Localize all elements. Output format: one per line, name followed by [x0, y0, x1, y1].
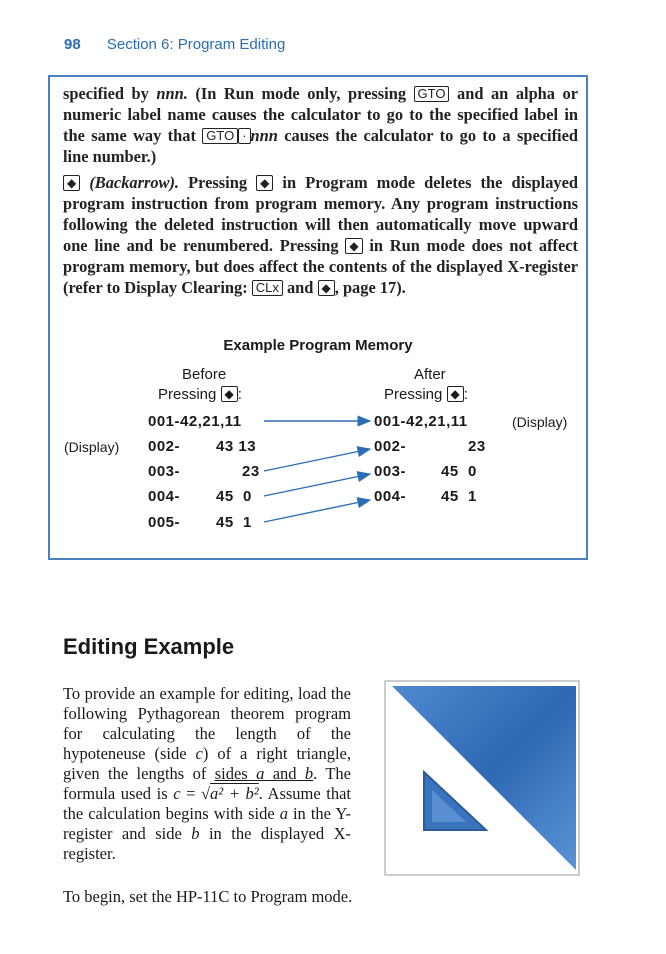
- text: . Assume that the calculation begins with side: [63, 784, 352, 823]
- text: nnn: [250, 126, 278, 145]
- backarrow-key-icon: ◆: [345, 238, 362, 254]
- arrow-line-2: [264, 449, 370, 471]
- var: b: [191, 824, 200, 843]
- page-number: 98: [64, 36, 81, 53]
- code: 42,21,11: [406, 413, 468, 430]
- display-label-left: (Display): [64, 439, 120, 455]
- var: a: [279, 804, 288, 823]
- var: a: [256, 764, 265, 783]
- var: c: [195, 744, 203, 763]
- triangle-photo-illustration: [384, 680, 580, 876]
- text: and an alpha or numeric label name causes the calculator to go to the specified label in the same way that: [63, 84, 578, 145]
- gto-key: GTO: [414, 86, 450, 102]
- text: causes the calculator to go to a specified line number.): [63, 126, 578, 166]
- after-line-3: 003-: [374, 463, 407, 480]
- before-line-5: 005-: [148, 514, 181, 531]
- after-line-2: 002-: [374, 438, 407, 455]
- backarrow-key-icon: ◆: [447, 386, 464, 402]
- text: Pressing: [384, 386, 443, 403]
- text: , page 17).: [334, 278, 406, 297]
- backarrow-key-icon: ◆: [318, 280, 335, 296]
- text: ) of a right triangle, given the lengths of: [63, 744, 351, 783]
- before-code-5: 45 1: [216, 514, 252, 531]
- addr: 001-: [374, 413, 407, 430]
- before-code-3: 23: [242, 463, 260, 480]
- program-mode-instruction: To begin, set the HP-11C to Program mode.: [63, 887, 353, 906]
- before-code-4: 45 0: [216, 488, 252, 505]
- text: :: [463, 386, 468, 403]
- before-label: Before: [182, 366, 227, 383]
- text: sides: [214, 764, 257, 783]
- gto-key: GTO: [202, 128, 238, 144]
- text: specified by: [63, 84, 157, 103]
- display-label-right: (Display): [512, 414, 568, 430]
- addr: 002-: [148, 438, 181, 455]
- text: in Program mode deletes the displayed program instruction from program memory. Any program instructions following the deleted instruction will then automatically move upward one line and be renumbered. Pressing: [63, 173, 578, 255]
- arrow-line-4: [264, 500, 370, 522]
- after-code-3: 45 0: [441, 463, 477, 480]
- backarrow-key-icon: ◆: [221, 386, 238, 402]
- after-code-2: 23: [468, 438, 486, 455]
- editing-example-heading: Editing Example: [63, 634, 235, 659]
- text: (Backarrow).: [80, 173, 180, 192]
- text: Pressing: [179, 173, 257, 192]
- code: 42,21,11: [180, 413, 242, 430]
- editing-example-paragraph: [63, 684, 351, 864]
- backarrow-key-icon: ◆: [256, 175, 273, 191]
- text: and: [282, 278, 318, 297]
- text: in the Y-register and side: [63, 804, 351, 843]
- text: nnn.: [156, 84, 188, 103]
- section-title: Section 6: Program Editing: [106, 36, 286, 53]
- text: Pressing: [158, 386, 217, 403]
- var: c: [173, 784, 181, 803]
- clx-key: CLx: [252, 280, 283, 296]
- before-code-2: 43 13: [216, 438, 257, 455]
- before-line-4: 004-: [148, 488, 181, 505]
- arrow-line-3: [264, 474, 370, 496]
- after-line-4: 004-: [374, 488, 407, 505]
- example-title: Example Program Memory: [223, 337, 413, 354]
- decimal-key: ·: [238, 128, 250, 144]
- before-line-3: 003-: [148, 463, 181, 480]
- formula: a² + b²: [210, 784, 259, 803]
- text: . The formula used is: [63, 764, 351, 803]
- text: = √: [180, 784, 211, 803]
- text: and: [264, 764, 305, 783]
- text: in Run mode does not affect program memory, but does affect the contents of the displayed X-register (refer to Display Clearing:: [63, 236, 578, 297]
- addr: 001-: [148, 413, 181, 430]
- after-label: After: [414, 366, 446, 383]
- backarrow-key-icon: ◆: [63, 175, 80, 191]
- text: :: [237, 386, 242, 403]
- text: (In Run mode only, pressing: [187, 84, 414, 103]
- text: in the displayed X-register.: [63, 824, 351, 863]
- text: To provide an example for editing, load the following Pythagorean theorem program for calculating the length of the hypoteneuse (side: [63, 684, 351, 763]
- after-code-4: 45 1: [441, 488, 477, 505]
- var: b: [304, 764, 314, 783]
